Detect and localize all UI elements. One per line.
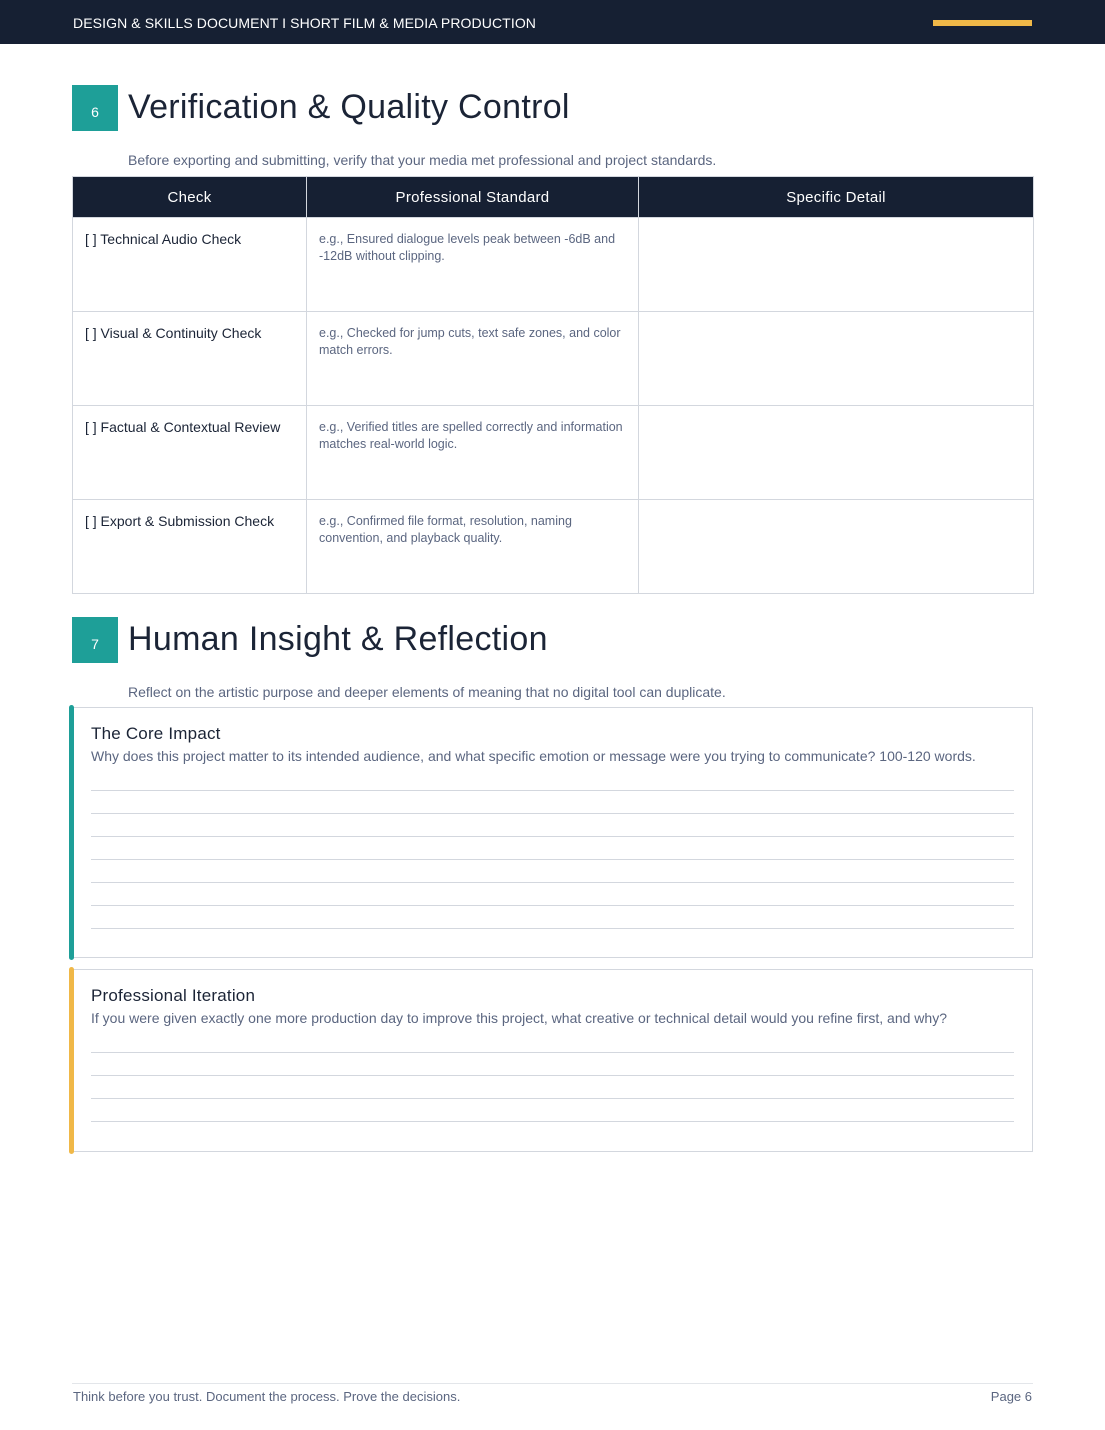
standard-cell: e.g., Confirmed file format, resolution, naming convention, and playback quality. <box>307 500 639 594</box>
section-7-number: 7 <box>72 617 118 663</box>
footer-motto: Think before you trust. Document the process. Prove the decisions. <box>73 1389 461 1404</box>
check-cell[interactable]: [ ] Export & Submission Check <box>73 500 307 594</box>
page-number: Page 6 <box>990 1389 1032 1404</box>
writing-line[interactable] <box>91 883 1014 906</box>
writing-line[interactable] <box>91 814 1014 837</box>
writing-line[interactable] <box>91 1099 1014 1122</box>
writing-area[interactable] <box>91 768 1014 929</box>
section-7-title: Human Insight & Reflection <box>128 620 548 658</box>
standard-cell: e.g., Verified titles are spelled correctly and information matches real-world logic. <box>307 406 639 500</box>
writing-area[interactable] <box>91 1030 1014 1122</box>
card-title: Professional Iteration <box>91 986 256 1005</box>
writing-line[interactable] <box>91 1030 1014 1053</box>
writing-line[interactable] <box>91 1053 1014 1076</box>
section-6-title: Verification & Quality Control <box>128 88 570 126</box>
column-header-detail: Specific Detail <box>639 177 1034 218</box>
section-6-heading <box>72 85 1032 131</box>
card-accent-edge <box>69 967 74 1154</box>
table-row <box>73 312 1034 406</box>
check-cell[interactable]: [ ] Technical Audio Check <box>73 218 307 312</box>
detail-cell[interactable] <box>639 218 1034 312</box>
detail-cell[interactable] <box>639 500 1034 594</box>
card-prompt: If you were given exactly one more production day to improve this project, what creative or technical detail would you refine first, and why? <box>91 1010 947 1026</box>
section-6-intro: Before exporting and submitting, verify that your media met professional and project standards. <box>128 152 717 168</box>
table-header-row <box>73 177 1034 218</box>
footer-divider <box>72 1383 1033 1384</box>
card-accent-edge <box>69 705 74 960</box>
writing-line[interactable] <box>91 1076 1014 1099</box>
reflection-card-core-impact <box>72 707 1033 958</box>
column-header-check: Check <box>73 177 307 218</box>
header-bar <box>0 0 1105 44</box>
section-7-heading <box>72 617 1032 663</box>
writing-line[interactable] <box>91 791 1014 814</box>
header-accent-bar <box>933 20 1032 26</box>
section-7-intro: Reflect on the artistic purpose and deeper elements of meaning that no digital tool can duplicate. <box>128 684 726 700</box>
column-header-standard: Professional Standard <box>307 177 639 218</box>
verification-table <box>72 176 1034 594</box>
card-title: The Core Impact <box>91 724 221 743</box>
reflection-card-professional-iteration <box>72 969 1033 1152</box>
writing-line[interactable] <box>91 768 1014 791</box>
standard-cell: e.g., Ensured dialogue levels peak between -6dB and -12dB without clipping. <box>307 218 639 312</box>
writing-line[interactable] <box>91 837 1014 860</box>
table-row <box>73 406 1034 500</box>
standard-cell: e.g., Checked for jump cuts, text safe zones, and color match errors. <box>307 312 639 406</box>
card-prompt: Why does this project matter to its intended audience, and what specific emotion or message were you trying to communicate? 100-120 words. <box>91 748 976 764</box>
table-row <box>73 218 1034 312</box>
writing-line[interactable] <box>91 906 1014 929</box>
check-cell[interactable]: [ ] Factual & Contextual Review <box>73 406 307 500</box>
detail-cell[interactable] <box>639 312 1034 406</box>
detail-cell[interactable] <box>639 406 1034 500</box>
table-row <box>73 500 1034 594</box>
section-6-number: 6 <box>72 85 118 131</box>
document-title: DESIGN & SKILLS DOCUMENT I SHORT FILM & MEDIA PRODUCTION <box>73 15 537 31</box>
check-cell[interactable]: [ ] Visual & Continuity Check <box>73 312 307 406</box>
writing-line[interactable] <box>91 860 1014 883</box>
